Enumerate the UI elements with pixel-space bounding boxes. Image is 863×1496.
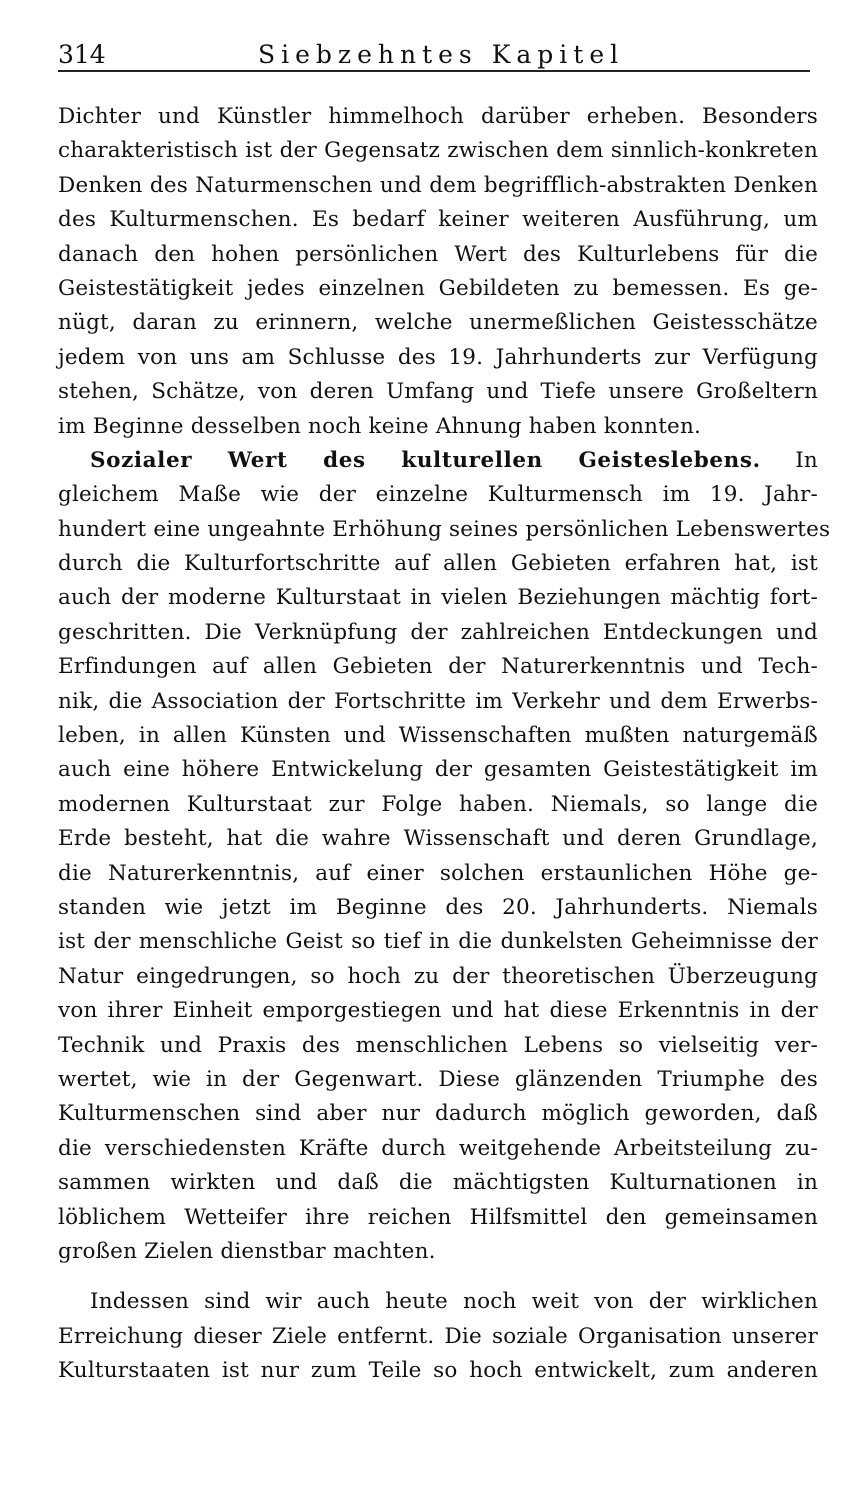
- text-line: auch eine höhere Entwickelung der gesamten Geistestätigkeit im: [58, 757, 818, 783]
- body-text: [58, 100, 831, 1388]
- text-line: gleichem Maße wie der einzelne Kulturmensch im 19. Jahr-: [58, 482, 818, 508]
- text-line: ist der menschliche Geist so tief in die dunkelsten Geheimnisse der: [58, 929, 818, 955]
- text-line: Denken des Naturmenschen und dem begrifflich-abstrakten Denken: [58, 172, 818, 198]
- text-line: Kulturstaaten ist nur zum Teile so hoch entwickelt, zum anderen: [58, 1358, 818, 1384]
- text-line: Kulturmenschen sind aber nur dadurch möglich geworden, daß: [58, 1101, 818, 1127]
- section-heading: Sozialer Wert des kulturellen Geisteslebens.: [90, 447, 761, 473]
- text-line: geschritten. Die Verknüpfung der zahlreichen Entdeckungen und: [58, 619, 818, 645]
- paragraph-2: [58, 444, 831, 1269]
- text-line: nügt, daran zu erinnern, welche unermeßlichen Geistesschätze: [58, 310, 818, 336]
- text-line: auch der moderne Kulturstaat in vielen Beziehungen mächtig fort-: [58, 585, 818, 611]
- text-line: Geistestätigkeit jedes einzelnen Gebildeten zu bemessen. Es ge-: [58, 275, 818, 301]
- text-line: standen wie jetzt im Beginne des 20. Jahrhunderts. Niemals: [58, 894, 818, 920]
- page-number: 314: [58, 40, 106, 69]
- paragraph-3: [58, 1285, 818, 1388]
- text-line: Erreichung dieser Ziele entfernt. Die soziale Organisation unserer: [58, 1323, 818, 1349]
- text-line: Erde besteht, hat die wahre Wissenschaft und deren Grundlage,: [58, 826, 818, 852]
- text-line: sammen wirkten und daß die mächtigsten Kulturnationen in: [58, 1170, 818, 1196]
- text-line: des Kulturmenschen. Es bedarf keiner weiteren Ausführung, um: [58, 207, 818, 233]
- text-line: charakteristisch ist der Gegensatz zwischen dem sinnlich-konkreten: [58, 138, 818, 164]
- paragraph-gap: [58, 1269, 818, 1285]
- text-line: Erfindungen auf allen Gebieten der Naturerkenntnis und Tech-: [58, 654, 818, 680]
- text-line: Indessen sind wir auch heute noch weit von der wirklichen: [90, 1289, 818, 1315]
- heading-continuation: In: [795, 447, 818, 473]
- text-line: die Naturerkenntnis, auf einer solchen erstaunlichen Höhe ge-: [58, 860, 818, 886]
- text-line: im Beginne desselben noch keine Ahnung haben konnten.: [58, 413, 702, 439]
- running-head: Siebzehntes Kapitel: [258, 40, 625, 69]
- text-line: nik, die Association der Fortschritte im Verkehr und dem Erwerbs-: [58, 688, 818, 714]
- text-line: jedem von uns am Schlusse des 19. Jahrhunderts zur Verfügung: [58, 344, 818, 370]
- text-line: durch die Kulturfortschritte auf allen Gebieten erfahren hat, ist: [58, 551, 818, 577]
- text-line: Dichter und Künstler himmelhoch darüber erheben. Besonders: [58, 104, 818, 129]
- text-line: danach den hohen persönlichen Wert des Kulturlebens für die: [58, 241, 818, 267]
- text-line: großen Zielen dienstbar machten.: [58, 1238, 436, 1264]
- text-line: leben, in allen Künsten und Wissenschaften mußten naturgemäß: [58, 723, 818, 749]
- text-line: löblichem Wetteifer ihre reichen Hilfsmittel den gemeinsamen: [58, 1204, 818, 1230]
- text-line: modernen Kulturstaat zur Folge haben. Niemals, so lange die: [58, 791, 818, 817]
- text-line: [58, 444, 818, 478]
- paragraph-1: [58, 100, 818, 444]
- text-line: Natur eingedrungen, so hoch zu der theoretischen Überzeugung: [58, 963, 818, 989]
- text-line: hundert eine ungeahnte Erhöhung seines persönlichen Lebenswertes: [58, 516, 831, 542]
- text-line: die verschiedensten Kräfte durch weitgehende Arbeitsteilung zu-: [58, 1135, 818, 1161]
- text-line: von ihrer Einheit emporgestiegen und hat diese Erkenntnis in der: [58, 998, 818, 1024]
- text-line: stehen, Schätze, von deren Umfang und Tiefe unsere Großeltern: [58, 379, 818, 405]
- text-line: wertet, wie in der Gegenwart. Diese glänzenden Triumphe des: [58, 1066, 818, 1092]
- page-header: [58, 40, 810, 72]
- text-line: Technik und Praxis des menschlichen Lebens so vielseitig ver-: [58, 1032, 818, 1058]
